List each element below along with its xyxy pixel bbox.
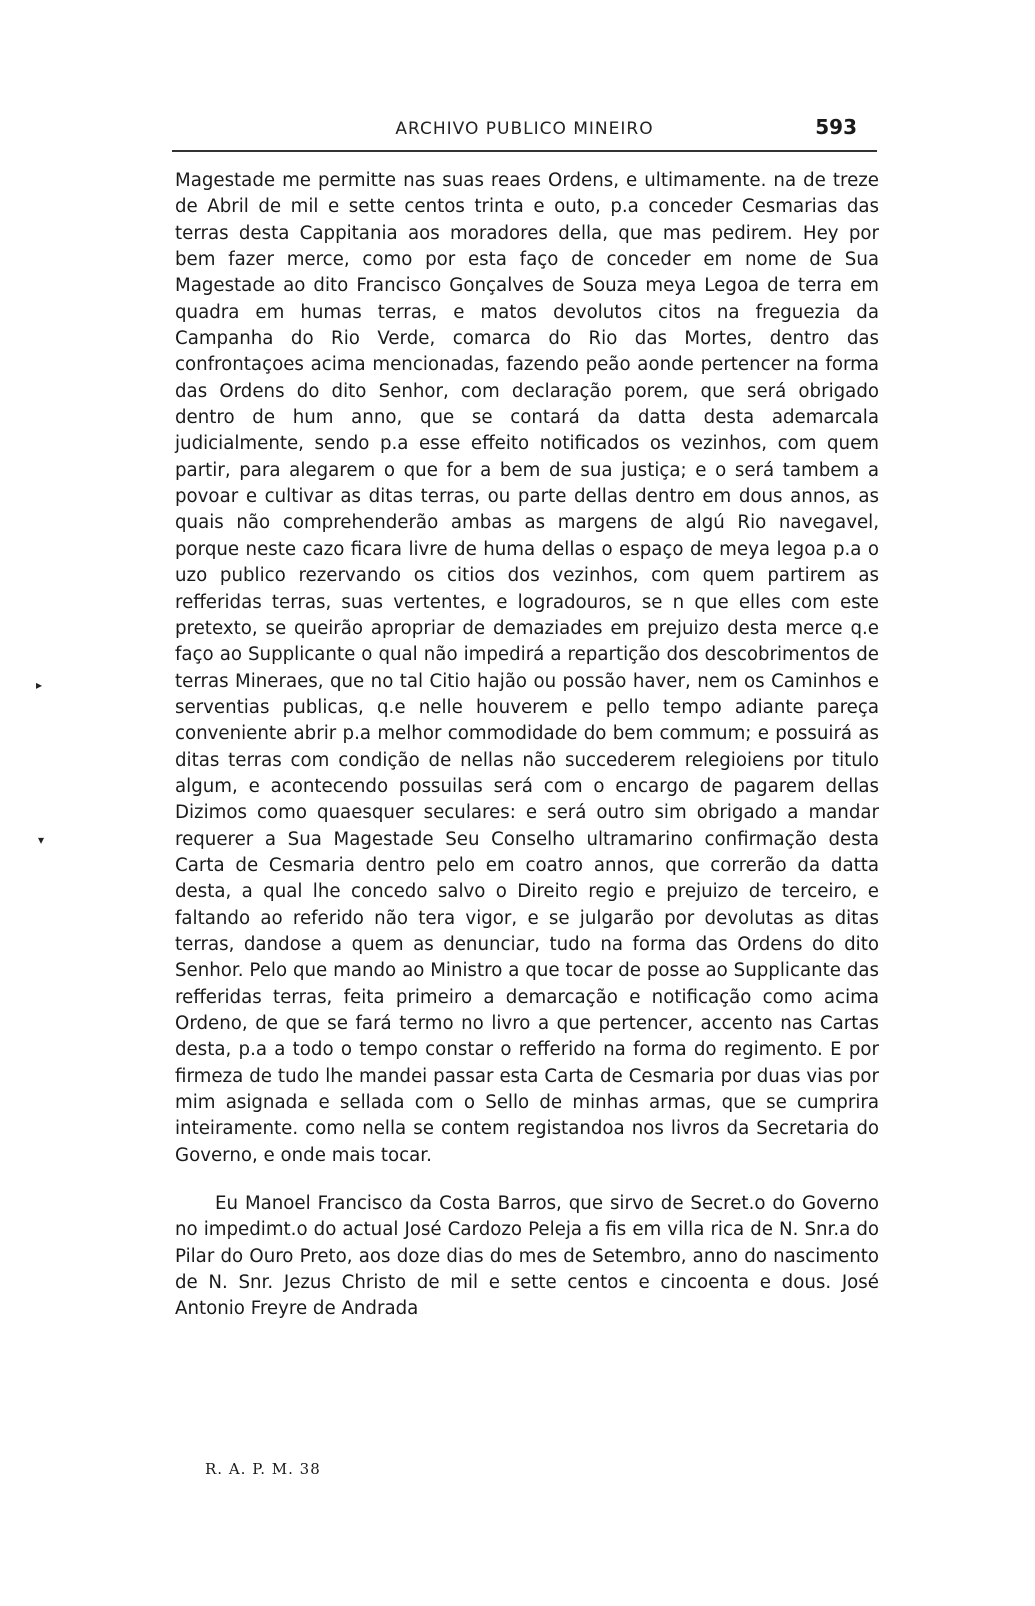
paragraph-1: Magestade me permitte nas suas reaes Ordens, e ultimamente. na de treze de Abril de mil e sette centos trinta e outo, p.a conceder Cesmarias das terras desta Cappitania aos moradores della, que mas pedirem. Hey por bem fazer merce, como por esta faço de conceder em nome de Sua Magestade ao dito Francisco Gonçalves de Souza meya Legoa de terra em quadra em humas terras, e matos devolutos citos na freguezia da Campanha do Rio Verde, comarca do Rio das Mortes, dentro das confrontaçoes acima mencionadas, fazendo peão aonde pertencer na forma das Ordens do dito Senhor, com declaração porem, que será obrigado dentro de hum anno, que se contará da datta desta ademarcala judicialmente, sendo p.a esse effeito notificados os vezinhos, com quem partir, para alegarem o que for a bem de sua justiça; e o será tambem a povoar e cultivar as ditas terras, ou parte dellas dentro em dous annos, as quais não comprehenderão ambas as margens de algú Rio navegavel, porque neste cazo ficara livre de huma dellas o espaço de meya legoa p.a o uzo publico rezervando os citios dos vezinhos, com quem partirem as refferidas terras, suas vertentes, e logradouros, se n que elles com este pretexto, se queirão apropriar de demaziades em prejuizo desta merce q.e faço ao Supplicante o qual não impedirá a repartição dos descobrimentos de terras Mineraes, que no tal Citio hajão ou possão haver, nem os Caminhos e serventias publicas, q.e nelle houverem e pello tempo adiante pareça conveniente abrir p.a melhor commodidade do bem commum; e possuirá as ditas terras com condição de nellas não succederem relegioiens por titulo algum, e acontecendo possuilas será com o encargo de pagarem dellas Dizimos como quaesquer seculares: e será outro sim obrigado a mandar requerer a Sua Magestade Seu Conselho ultramarino confirmação desta Carta de Cesmaria dentro pelo em coatro annos, que correrão da datta desta, a qual lhe concedo salvo o Direito regio e prejuizo de terceiro, e faltando ao referido não tera vigor, e se julgarão por devolutas as ditas terras, dandose a quem as denunciar, tudo na forma das Ordens do dito Senhor. Pelo que mando ao Ministro a que tocar de posse ao Supplicante das refferidas terras, feita primeiro a demarcação e notificação como acima Ordeno, de que se fará termo no livro a que pertencer, accento nas Cartas desta, p.a a todo o tempo constar o refferido na forma do regimento. E por firmeza de tudo lhe mandei passar esta Carta de Cesmaria por duas vias por mim asignada e sellada com o Sello de minhas armas, que se cumprira inteiramente. como nella se contem registandoa nos livros da Secretaria do Governo, e onde mais tocar. (175, 170, 879, 1166)
paragraph-2 (175, 1191, 879, 1323)
signature-mark: R. A. P. M. 38 (205, 1460, 321, 1478)
running-title: ARCHIVO PUBLICO MINEIRO (395, 119, 654, 139)
body-text (175, 168, 879, 1323)
paragraph-2-text: Eu Manoel Francisco da Costa Barros, que sirvo de Secret.o do Governo no impedimt.o do actual José Cardozo Peleja a fis em villa rica de N. Snr.a do Pilar do Ouro Preto, aos doze dias do mes de Setembro, anno do nascimento de N. Snr. Jezus Christo de mil e sette centos e cincoenta e dous. (175, 1193, 879, 1294)
margin-mark: ▾ (38, 833, 45, 847)
page-number: 593 (815, 115, 857, 139)
margin-mark: ▸ (36, 678, 43, 692)
header-rule (172, 150, 877, 156)
signature: José Antonio Freyre de Andrada (175, 1272, 879, 1320)
page-header (172, 115, 877, 149)
